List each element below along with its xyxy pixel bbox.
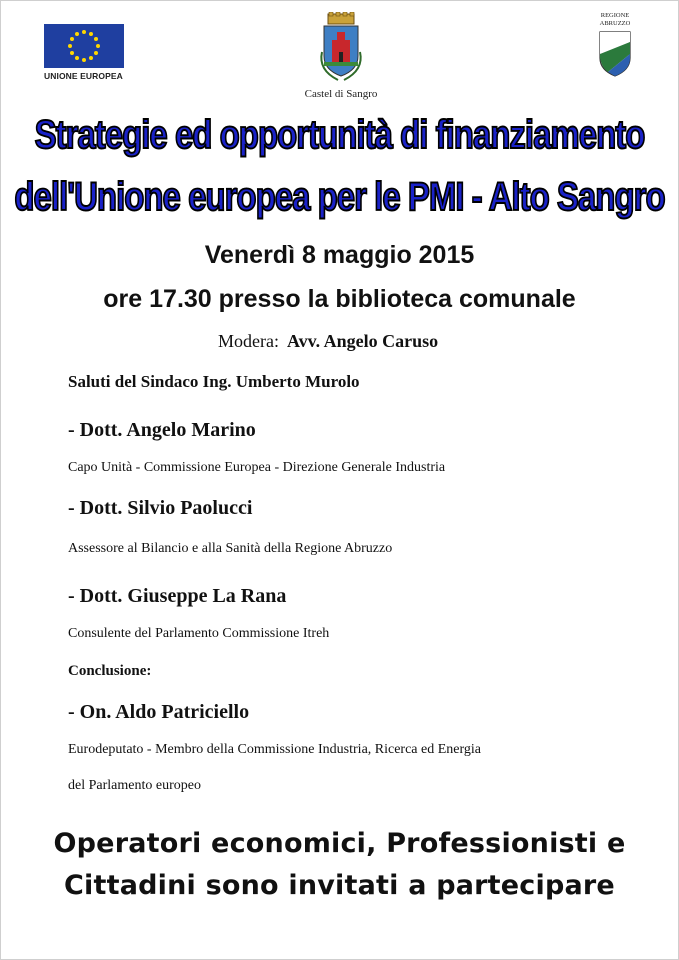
title-line-1: Strategie ed opportunità di finanziamento xyxy=(34,112,645,157)
moderator-line xyxy=(218,331,438,352)
speaker-name-3: - Dott. Giuseppe La Rana xyxy=(68,585,287,607)
speaker-role-2: Assessore al Bilancio e alla Sanità della Regione Abruzzo xyxy=(68,541,393,556)
town-logo xyxy=(296,12,386,100)
conclusion-role-line-1: Eurodeputato - Membro della Commissione Industria, Ricerca ed Energia xyxy=(68,742,482,757)
region-caption-line1: REGIONE xyxy=(600,12,630,19)
town-caption: Castel di Sangro xyxy=(304,88,378,100)
conclusion-label: Conclusione: xyxy=(68,663,152,679)
footer-line-1: Operatori economici, Professionisti e xyxy=(53,828,626,859)
event-time-place: ore 17.30 presso la biblioteca comunale xyxy=(103,285,576,313)
event-date: Venerdì 8 maggio 2015 xyxy=(204,241,475,269)
region-logo xyxy=(590,12,640,78)
greeting: Saluti del Sindaco Ing. Umberto Murolo xyxy=(68,372,360,391)
eu-logo xyxy=(44,24,126,81)
region-abruzzo-icon xyxy=(598,30,632,78)
speaker-name-1: - Dott. Angelo Marino xyxy=(68,419,256,441)
region-caption-line2: ABRUZZO xyxy=(599,20,631,27)
conclusion-speaker-name: - On. Aldo Patriciello xyxy=(68,701,250,723)
speaker-role-1: Capo Unità - Commissione Europea - Direzione Generale Industria xyxy=(68,460,446,475)
title-line-2: dell'Unione europea per le PMI - Alto Sangro xyxy=(14,174,665,219)
moderator-name: Avv. Angelo Caruso xyxy=(286,331,439,351)
moderator-label: Modera: xyxy=(218,331,279,351)
town-crest-icon xyxy=(316,12,366,84)
speaker-name-2: - Dott. Silvio Paolucci xyxy=(68,497,253,519)
footer-line-2: Cittadini sono invitati a partecipare xyxy=(64,870,615,901)
speaker-role-3: Consulente del Parlamento Commissione Itreh xyxy=(68,626,330,641)
conclusion-role-line-2: del Parlamento europeo xyxy=(68,778,201,793)
eu-caption: UNIONE EUROPEA xyxy=(44,71,123,81)
eu-flag-icon xyxy=(44,24,124,68)
